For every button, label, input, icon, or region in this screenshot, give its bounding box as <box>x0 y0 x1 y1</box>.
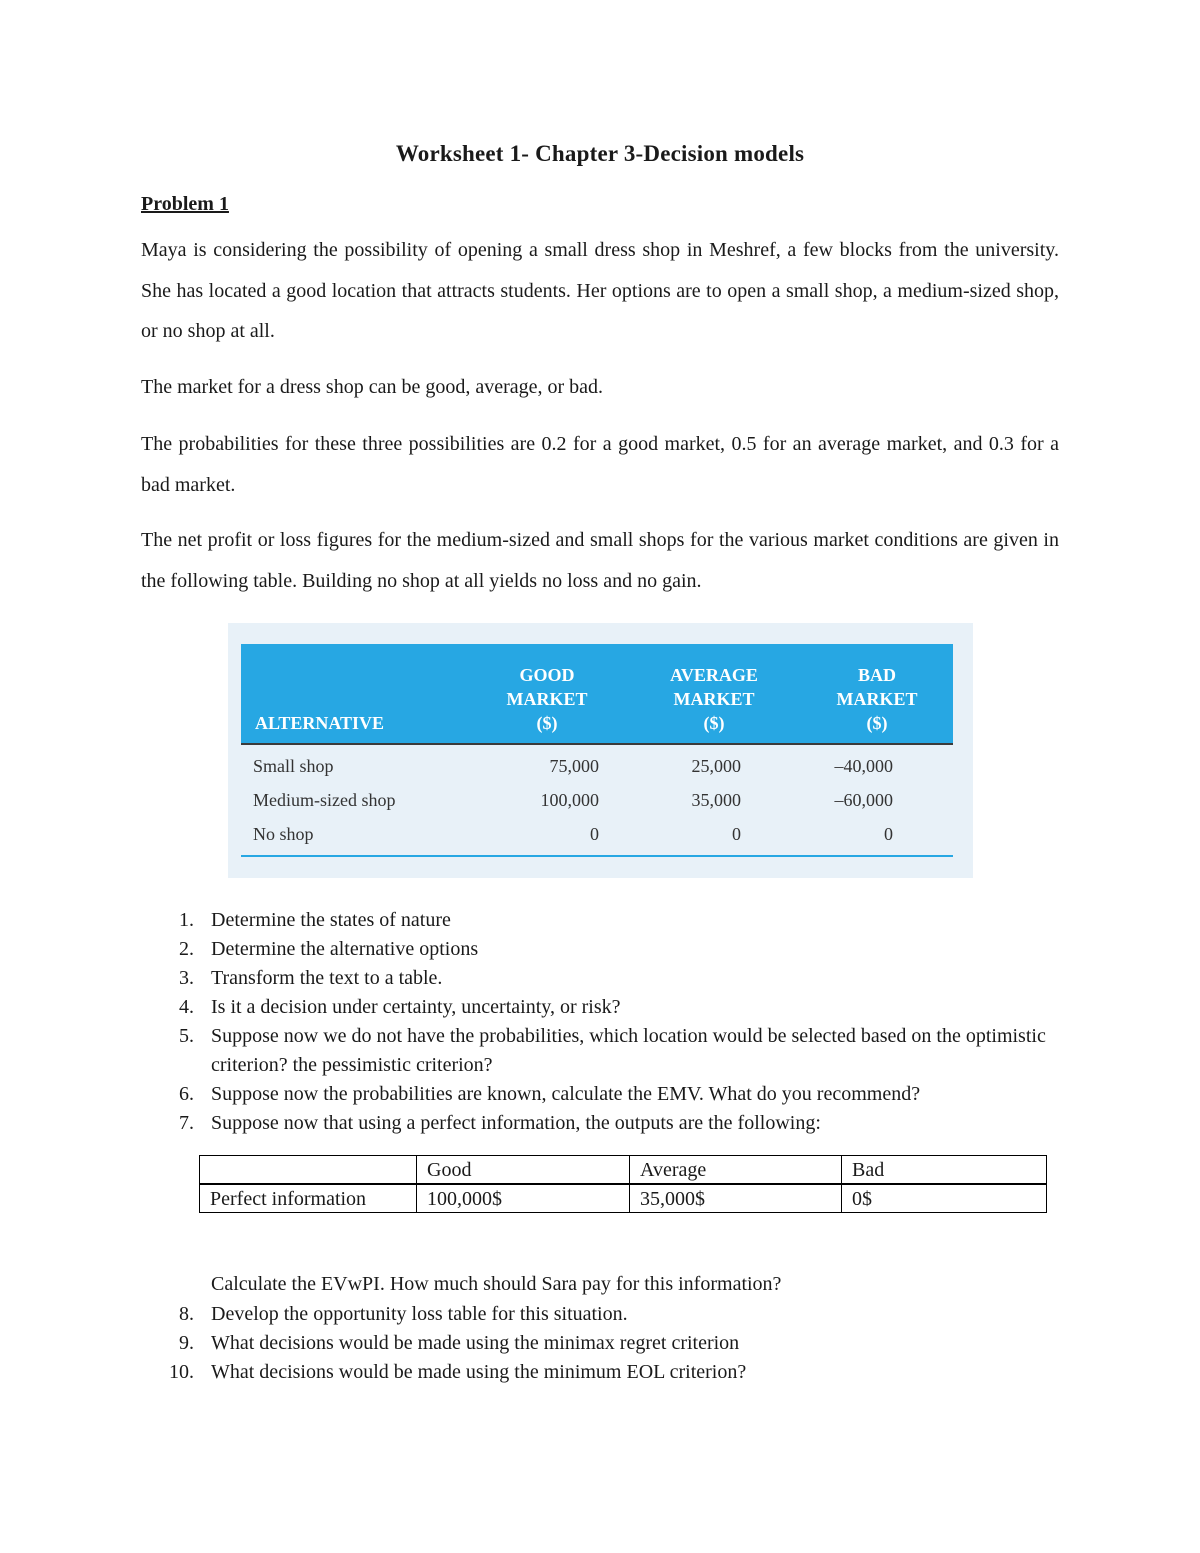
question-number: 2. <box>179 938 194 960</box>
pi-cell-bad: 0$ <box>842 1184 1047 1213</box>
question-number: 8. <box>179 1303 194 1325</box>
pi-header-good: Good <box>417 1156 630 1185</box>
payoff-table <box>241 644 953 857</box>
question-text: Suppose now we do not have the probabilities, which location would be selected based on the optimistic criterion? the pessimistic criterion? <box>211 1025 1046 1076</box>
question-number: 5. <box>179 1025 194 1047</box>
cell-good: 100,000 <box>540 789 599 810</box>
cell-average: 35,000 <box>691 789 741 810</box>
calc-question: Calculate the EVwPI. How much should Sara pay for this information? <box>211 1273 782 1295</box>
pi-cell-average: 35,000$ <box>630 1184 842 1213</box>
header-good-market <box>467 644 627 744</box>
list-item <box>160 1329 1080 1358</box>
question-number: 10. <box>169 1361 194 1383</box>
paragraph-probabilities: The probabilities for these three possibilities are 0.2 for a good market, 0.5 for an average market, and 0.3 for a bad market. <box>141 433 1059 496</box>
cell-alternative: Small shop <box>253 755 334 776</box>
question-text: Is it a decision under certainty, uncertainty, or risk? <box>211 996 621 1018</box>
list-item <box>160 1109 1080 1138</box>
header-good-line1: GOOD <box>519 665 575 685</box>
cell-good: 0 <box>467 817 627 856</box>
list-item <box>160 1080 1080 1109</box>
cell-alternative: No shop <box>241 817 467 856</box>
list-item <box>160 1300 1080 1329</box>
table-row <box>241 744 953 783</box>
header-good-line2: MARKET <box>506 689 588 709</box>
pi-header-average: Average <box>630 1156 842 1185</box>
paragraph-market: The market for a dress shop can be good, average, or bad. <box>141 376 604 398</box>
pi-cell-good: 100,000$ <box>417 1184 630 1213</box>
header-bad-market <box>801 644 953 744</box>
header-alternative-label: ALTERNATIVE <box>255 713 385 733</box>
problem-heading: Problem 1 <box>141 193 229 215</box>
list-item <box>160 935 1080 964</box>
list-item <box>160 1358 1080 1387</box>
payoff-table-figure <box>228 623 973 878</box>
cell-good: 75,000 <box>549 755 599 776</box>
question-number: 6. <box>179 1083 194 1105</box>
payoff-table-header-row <box>241 644 953 744</box>
question-number: 1. <box>179 909 194 931</box>
header-average-line3: ($) <box>703 713 725 733</box>
table-row <box>241 817 953 856</box>
question-number: 3. <box>179 967 194 989</box>
header-bad-line2: MARKET <box>836 689 918 709</box>
paragraph-intro: Maya is considering the possibility of opening a small dress shop in Meshref, a few blocks from the university. She has located a good location that attracts students. Her options are to open a small shop, a medium-sized shop, or no shop at all. <box>141 239 1059 342</box>
question-text: Suppose now the probabilities are known, calculate the EMV. What do you recommend? <box>211 1083 921 1105</box>
header-average-market <box>627 644 801 744</box>
question-text: Transform the text to a table. <box>211 967 443 989</box>
page-title: Worksheet 1- Chapter 3-Decision models <box>395 141 805 166</box>
question-text: What decisions would be made using the minimum EOL criterion? <box>211 1361 747 1383</box>
list-item <box>160 1022 1080 1080</box>
cell-bad: –60,000 <box>834 789 893 810</box>
question-number: 4. <box>179 996 194 1018</box>
cell-alternative: Medium-sized shop <box>253 789 396 810</box>
pi-header-blank <box>200 1156 417 1185</box>
question-text: Determine the alternative options <box>211 938 479 960</box>
header-good-line3: ($) <box>536 713 558 733</box>
question-text: What decisions would be made using the minimax regret criterion <box>211 1332 740 1354</box>
pi-row-label: Perfect information <box>200 1184 417 1213</box>
list-item <box>160 964 1080 993</box>
cell-bad: –40,000 <box>834 755 893 776</box>
table-row <box>200 1156 1047 1185</box>
question-number: 9. <box>179 1332 194 1354</box>
list-item <box>160 906 1080 935</box>
header-bad-line3: ($) <box>866 713 888 733</box>
paragraph-profit: The net profit or loss figures for the medium-sized and small shops for the various market conditions are given in the following table. Building no shop at all yields no loss and no gain. <box>141 529 1059 592</box>
cell-bad: 0 <box>801 817 953 856</box>
table-row <box>200 1184 1047 1213</box>
question-text: Suppose now that using a perfect information, the outputs are the following: <box>211 1112 821 1134</box>
question-number: 7. <box>179 1112 194 1134</box>
question-text: Determine the states of nature <box>211 909 451 931</box>
table-row <box>241 783 953 817</box>
cell-average: 25,000 <box>691 755 741 776</box>
list-item <box>160 993 1080 1022</box>
question-list <box>160 906 1080 1138</box>
question-list-continued <box>160 1300 1080 1387</box>
header-alternative <box>241 644 467 744</box>
header-bad-line1: BAD <box>857 665 896 685</box>
perfect-information-table <box>199 1155 1047 1213</box>
cell-average: 0 <box>627 817 801 856</box>
pi-header-bad: Bad <box>842 1156 1047 1185</box>
header-average-line1: AVERAGE <box>670 665 758 685</box>
question-text: Develop the opportunity loss table for this situation. <box>211 1303 628 1325</box>
header-average-line2: MARKET <box>673 689 755 709</box>
